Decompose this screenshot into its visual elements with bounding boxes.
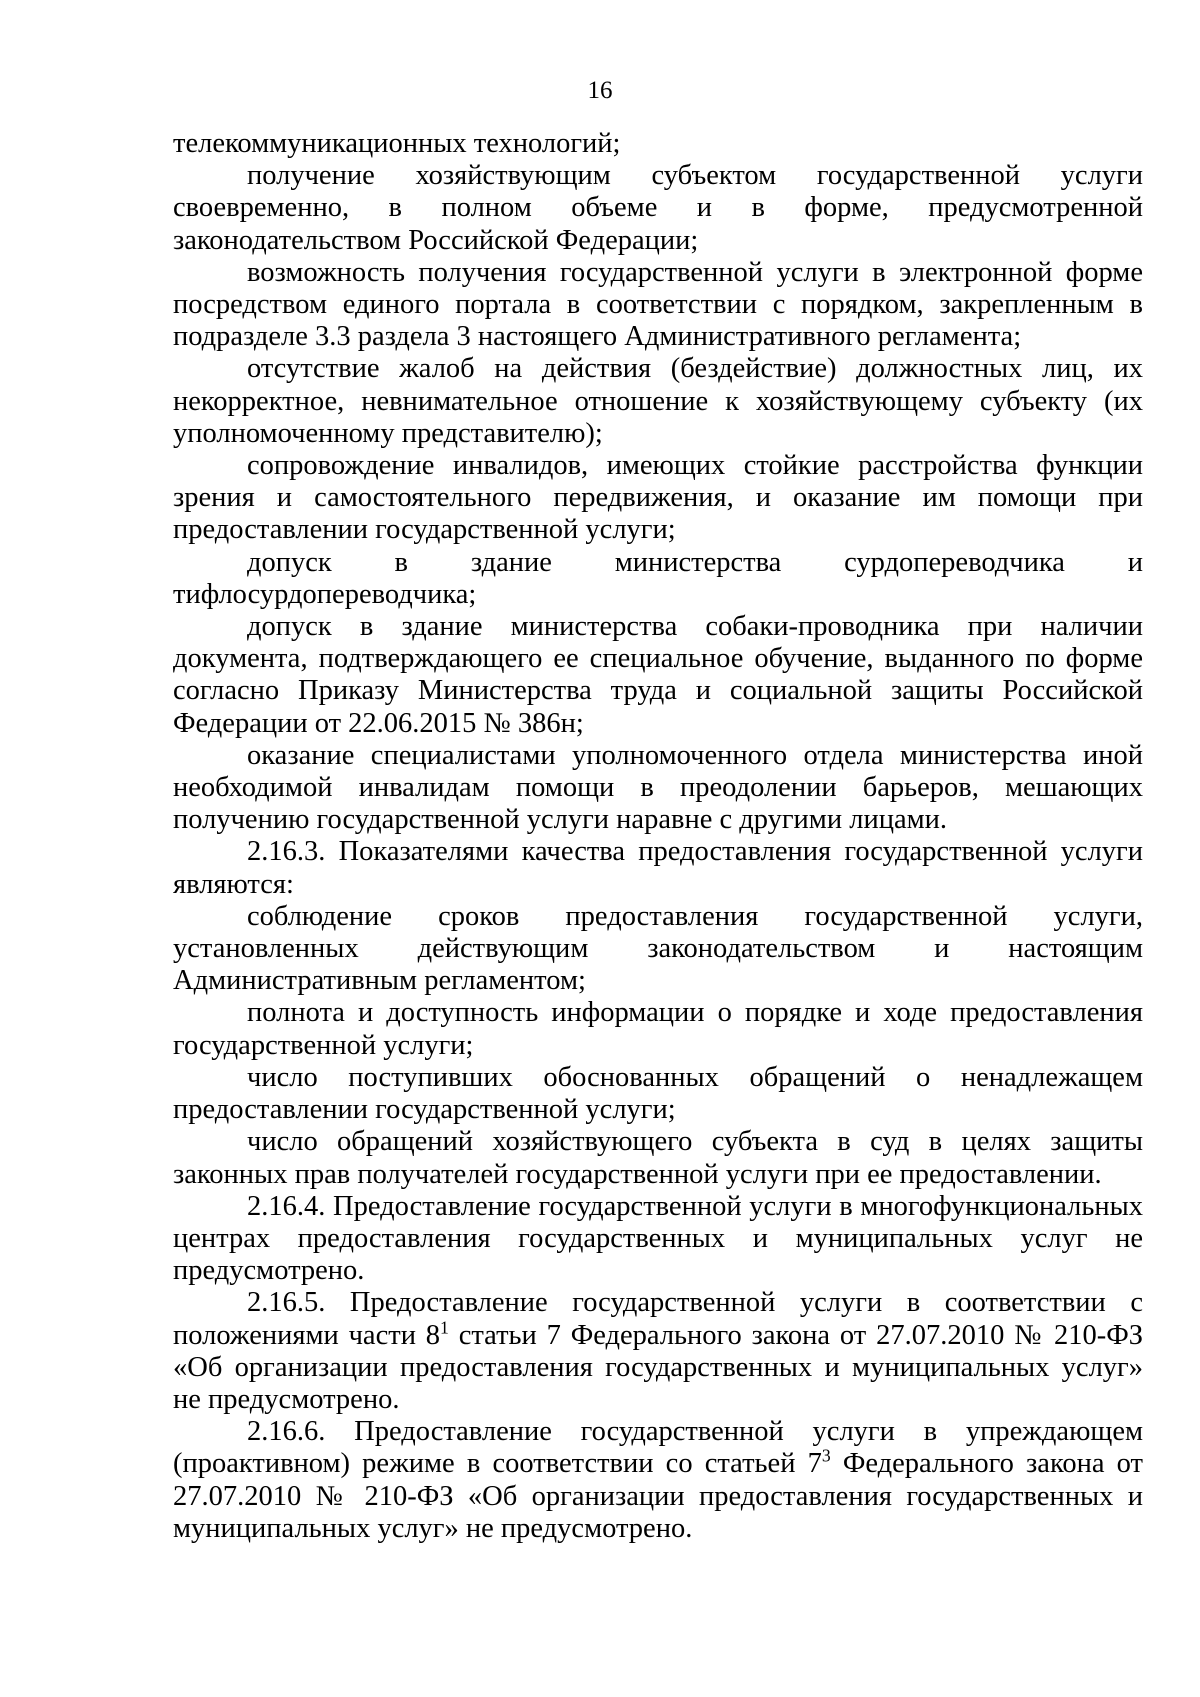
superscript: 3 [821, 1445, 831, 1466]
paragraph: число обращений хозяйствующего субъекта в суд в целях защиты законных прав получателей государственной услуги при ее предоставлении. [173, 1126, 1143, 1190]
paragraph: число поступивших обоснованных обращений о ненадлежащем предоставлении государственной услуги; [173, 1061, 1143, 1126]
paragraph: допуск в здание министерства сурдопереводчика и тифлосурдопереводчика; [173, 546, 1143, 610]
superscript: 1 [440, 1316, 449, 1337]
paragraph-text: Федерального закона от 27.07.2010 № 210-ФЗ «Об организации предоставления государственных и муниципальных услуг» не предусмотрено. [173, 1448, 1143, 1544]
paragraph-text: 2.16.5. Предоставление государственной услуги в соответствии с положениями части 8 [173, 1287, 1143, 1351]
paragraph [173, 1416, 1143, 1545]
paragraph: соблюдение сроков предоставления государственной услуги, установленных действующим законодательством и настоящим Административным регламентом; [173, 900, 1143, 997]
paragraph: полнота и доступность информации о порядке и ходе предоставления государственной услуги; [173, 997, 1143, 1061]
paragraph: 2.16.4. Предоставление государственной услуги в многофункциональных центрах предоставления государственных и муниципальных услуг не предусмотрено. [173, 1190, 1143, 1287]
paragraph: телекоммуникационных технологий; [173, 128, 621, 159]
paragraph: сопровождение инвалидов, имеющих стойкие расстройства функции зрения и самостоятельного передвижения, и оказание им помощи при предоставлении государственной услуги; [173, 450, 1143, 546]
paragraph: 2.16.3. Показателями качества предоставления государственной услуги являются: [173, 836, 1143, 900]
paragraph: допуск в здание министерства собаки-проводника при наличии документа, подтверждающего ее специальное обучение, выданного по форме согласно Приказу Министерства труда и социальной защиты Российской Федерации от 22.06.2015 № 386н; [173, 611, 1143, 739]
document-body [173, 128, 1143, 1545]
paragraph: получение хозяйствующим субъектом государственной услуги своевременно, в полном объеме и в форме, предусмотренной законодательством Российской Федерации; [173, 160, 1143, 256]
paragraph-text: статьи 7 Федерального закона от 27.07.2010 № 210-ФЗ «Об организации предоставления государственных и муниципальных услуг» не предусмотрено. [173, 1319, 1144, 1415]
paragraph: оказание специалистами уполномоченного отдела министерства иной необходимой инвалидам помощи в преодолении барьеров, мешающих получению государственной услуги наравне с другими лицами. [173, 739, 1143, 836]
paragraph: отсутствие жалоб на действия (бездействие) должностных лиц, их некорректное, невнимательное отношение к хозяйствующему субъекту (их уполномоченному представителю); [173, 353, 1143, 449]
paragraph [173, 1287, 1143, 1416]
page-number: 16 [587, 77, 613, 104]
paragraph-text: 2.16.6. Предоставление государственной услуги в упреждающем (проактивном) режиме в соответствии со статьей 7 [173, 1416, 1143, 1480]
paragraph: возможность получения государственной услуги в электронной форме посредством единого портала в соответствии с порядком, закрепленным в подразделе 3.3 раздела 3 настоящего Административного регламента; [173, 256, 1143, 353]
